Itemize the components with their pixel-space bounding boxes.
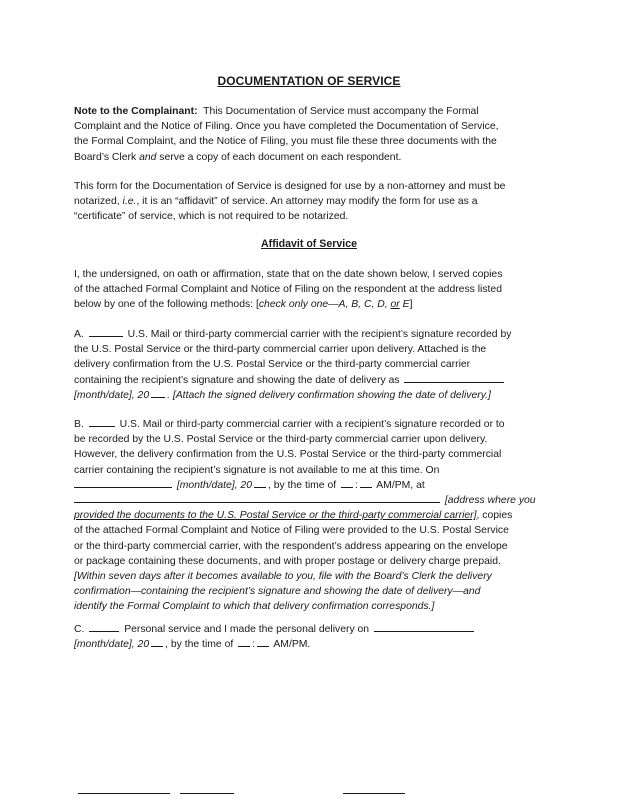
method-c-date-blank[interactable] (374, 622, 474, 632)
note-to-complainant: Note to the Complainant: This Documentation of Service must accompany the Formal Complaint and the Notice of Filing. Once you have completed the Documentation of Service, the Formal Complaint, and the Notice of Filing, you must file these three documents with the Board’s Clerk and serve a copy of each document on each respondent. (74, 106, 499, 163)
method-c-hour-blank[interactable] (238, 637, 250, 647)
note-lead: Note to the Complainant: (74, 106, 198, 117)
method-c-year-blank[interactable] (151, 637, 163, 647)
method-c-check-blank[interactable] (89, 622, 119, 632)
method-c-minute-blank[interactable] (257, 637, 269, 647)
oath-statement: I, the undersigned, on oath or affirmation, state that on the date shown below, I served copies of the attached Formal Complaint and Notice of Filing on the respondent at the address listed below by one of the following methods: [check only one—A, B, C, D, or E] (74, 269, 503, 311)
method-b-check-blank[interactable] (89, 417, 115, 427)
method-b-letter: B. (74, 419, 84, 430)
method-c: C. Personal service and I made the personal delivery on [month/date], 20 , by the time of : AM/PM. (74, 622, 544, 652)
method-b-hour-blank[interactable] (341, 478, 353, 488)
method-b-address-blank[interactable] (74, 493, 440, 503)
signature-line[interactable] (180, 793, 234, 794)
method-b-minute-blank[interactable] (360, 478, 372, 488)
method-b-year-blank[interactable] (254, 478, 266, 488)
form-intro: This form for the Documentation of Service is designed for use by a non-attorney and must be notarized, i.e., it is an “affidavit” of service. An attorney may modify the form for use as a “certificate” of service, which is not required to be notarized. (74, 181, 506, 223)
method-a: A. U.S. Mail or third-party commercial carrier with the recipient’s signature recorded by the U.S. Postal Service or the third-party commercial carrier upon delivery. Attached is the delivery confirmation from the U.S. Postal Service or the third-party commercial carrier containing the recipient’s signature and showing the date of delivery as [month/date], 20 . [Attach the signed delivery confirmation showing the date of delivery.] (74, 329, 512, 401)
method-c-letter: C. (74, 624, 85, 635)
method-a-delivery-date-blank[interactable] (404, 373, 504, 383)
affidavit-title: Affidavit of Service (261, 238, 357, 250)
method-b: B. U.S. Mail or third-party commercial carrier with a recipient’s signature recorded or to be recorded by the U.S. Postal Service or the third-party commercial carrier upon delivery. However, the delivery confirmation from the U.S. Postal Service or the third-party commercial carrier containing the recipient’s signature is not available to me at this time. On [month/date], 20 , by the time of : AM/PM, at [address where you provided the documents to the U.S. Postal Service or the third-party commercial carrier], copies of the attached Formal Complaint and Notice of Filing were provided to the U.S. Postal Service or the third-party commercial carrier, with the respondent’s address appearing on the envelope or package containing these documents, and with proper postage or delivery charge prepaid. [Within seven days after it becomes available to you, file with the Board’s Clerk the delivery confirmation—containing the recipient’s signature and showing the date of delivery—and identify the Formal Complaint to which that delivery confirmation corresponds.] (74, 419, 536, 613)
method-b-date-blank[interactable] (74, 478, 172, 488)
signature-line[interactable] (343, 793, 405, 794)
method-a-check-blank[interactable] (89, 327, 123, 337)
method-a-letter: A. (74, 329, 84, 340)
document-title: DOCUMENTATION OF SERVICE (217, 74, 401, 88)
signature-line[interactable] (78, 793, 170, 794)
method-a-year-blank[interactable] (151, 388, 165, 398)
